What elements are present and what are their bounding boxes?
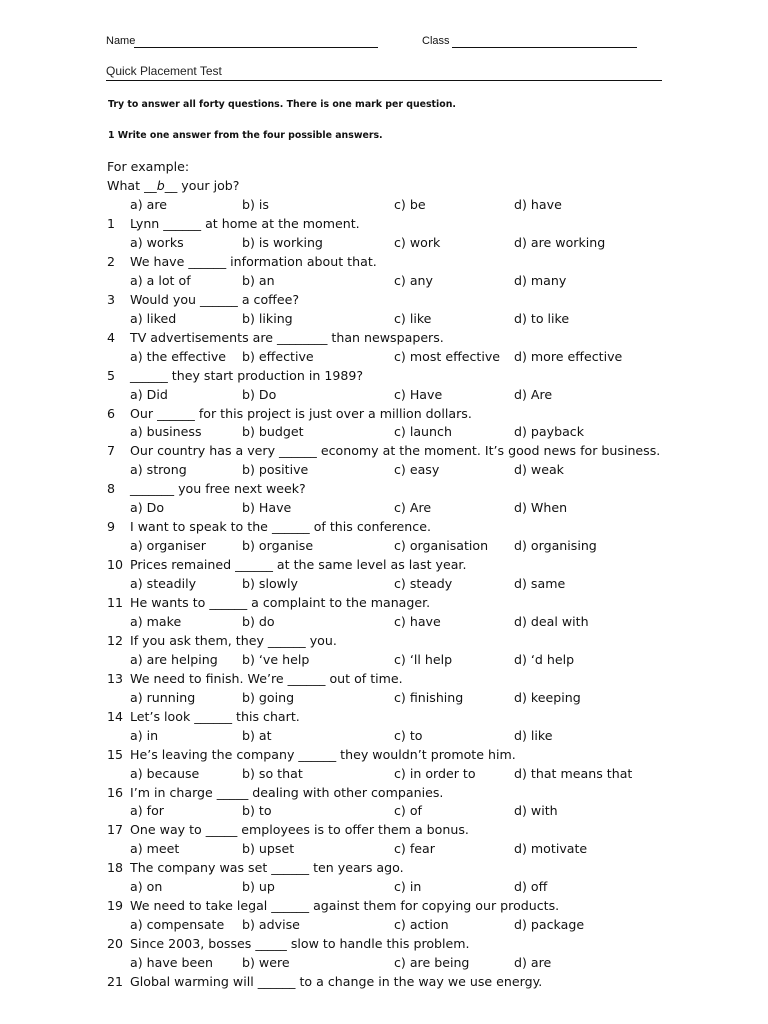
answer-options xyxy=(0,801,768,820)
question-row xyxy=(0,934,768,953)
answer-option-d[interactable]: d) with xyxy=(514,803,558,819)
answer-options xyxy=(0,498,768,517)
answer-option-a[interactable]: a) steadily xyxy=(130,576,197,591)
question-text: Our country has a very ______ economy at the moment. It’s good news for business. xyxy=(130,443,661,459)
answer-option-b[interactable]: b) is working xyxy=(242,234,323,250)
question-text: Lynn ______ at home at the moment. xyxy=(130,216,360,231)
answer-option-c[interactable]: c) work xyxy=(394,234,441,250)
answer-option-d[interactable]: d) organising xyxy=(514,538,597,554)
answer-option-b[interactable]: b) ‘ve help xyxy=(242,651,310,667)
example-option-c[interactable]: c) be xyxy=(394,197,426,212)
question-text: If you ask them, they ______ you. xyxy=(130,632,337,648)
answer-option-c[interactable]: c) to xyxy=(394,727,423,743)
class-field[interactable] xyxy=(452,47,637,48)
header-fields xyxy=(106,35,666,49)
answer-option-c[interactable]: c) action xyxy=(394,917,449,933)
answer-options xyxy=(0,460,768,479)
answer-option-c[interactable]: c) steady xyxy=(394,576,453,591)
question-row xyxy=(0,593,768,612)
answer-option-c[interactable]: c) organisation xyxy=(394,538,489,554)
question-row xyxy=(0,896,768,915)
answer-option-d[interactable]: d) weak xyxy=(514,462,564,478)
question-row xyxy=(0,555,768,574)
answer-option-a[interactable]: a) compensate xyxy=(130,917,225,933)
answer-option-a[interactable]: a) on xyxy=(130,879,163,895)
question-row xyxy=(0,214,768,233)
question-number: 2 xyxy=(107,253,116,269)
answer-option-d[interactable]: d) many xyxy=(514,272,567,288)
answer-options xyxy=(0,271,768,290)
question-row xyxy=(0,252,768,271)
question-number: 10 xyxy=(107,557,124,573)
example-stem-before: What __ xyxy=(107,178,157,193)
question-text: I want to speak to the ______ of this conference. xyxy=(130,519,431,535)
answer-option-c[interactable]: c) any xyxy=(394,272,433,288)
title-divider xyxy=(106,80,662,81)
answer-option-a[interactable]: a) organiser xyxy=(130,538,206,554)
answer-option-c[interactable]: c) are being xyxy=(394,955,470,970)
question-row xyxy=(0,972,768,991)
example-option-b[interactable]: b) is xyxy=(242,197,269,212)
question-text: We have ______ information about that. xyxy=(130,253,377,269)
answer-option-a[interactable]: a) because xyxy=(130,765,200,781)
question-text: One way to _____ employees is to offer them a bonus. xyxy=(130,822,469,838)
question-number: 4 xyxy=(107,329,116,345)
answer-option-d[interactable]: d) ‘d help xyxy=(514,651,575,667)
answer-options xyxy=(0,650,768,669)
question-number: 18 xyxy=(107,860,124,876)
answer-option-a[interactable]: a) business xyxy=(130,424,202,440)
example-answer: b xyxy=(156,178,165,193)
question-text: Since 2003, bosses _____ slow to handle this problem. xyxy=(130,936,470,952)
question-number: 1 xyxy=(107,216,116,231)
answer-option-d[interactable]: d) payback xyxy=(514,424,585,440)
answer-option-a[interactable]: a) meet xyxy=(130,841,180,857)
question-number: 5 xyxy=(107,367,116,383)
example-stem-line xyxy=(0,176,768,195)
answer-option-b[interactable]: b) organise xyxy=(242,538,314,554)
answer-options xyxy=(0,309,768,328)
answer-option-a[interactable]: a) Do xyxy=(130,500,165,516)
question-number: 15 xyxy=(107,746,124,762)
answer-option-b[interactable]: b) up xyxy=(242,879,275,895)
example-stem xyxy=(107,176,240,195)
answer-option-b[interactable]: b) so that xyxy=(242,765,303,781)
question-number: 11 xyxy=(107,595,124,610)
answer-options xyxy=(0,536,768,555)
example-intro-line xyxy=(0,157,768,176)
answer-options xyxy=(0,612,768,631)
answer-option-d[interactable]: d) package xyxy=(514,917,585,933)
example-stem-after: __ your job? xyxy=(164,178,240,193)
question-text: He wants to ______ a complaint to the manager. xyxy=(130,595,431,610)
answer-options xyxy=(0,839,768,858)
answer-option-d[interactable]: d) keeping xyxy=(514,689,581,705)
answer-option-a[interactable]: a) make xyxy=(130,614,182,629)
question-number: 16 xyxy=(107,784,124,800)
answer-option-c[interactable]: c) in order to xyxy=(394,765,476,781)
question-text: ______ they start production in 1989? xyxy=(130,367,364,383)
question-row xyxy=(0,479,768,498)
question-row xyxy=(0,631,768,650)
question-text: Our ______ for this project is just over a million dollars. xyxy=(130,405,472,421)
answer-options xyxy=(0,915,768,934)
answer-option-b[interactable]: b) an xyxy=(242,272,275,288)
answer-options xyxy=(0,688,768,707)
answer-option-b[interactable]: b) Have xyxy=(242,500,292,516)
answer-option-c[interactable]: c) like xyxy=(394,310,432,326)
question-text: The company was set ______ ten years ago. xyxy=(130,860,404,876)
question-number: 13 xyxy=(107,670,124,686)
answer-option-a[interactable]: a) liked xyxy=(130,310,177,326)
question-row xyxy=(0,404,768,423)
question-text: We need to finish. We’re ______ out of time. xyxy=(130,670,403,686)
answer-option-d[interactable]: d) are working xyxy=(514,234,606,250)
answer-option-d[interactable]: d) deal with xyxy=(514,614,589,629)
answer-options xyxy=(0,422,768,441)
question-text: _______ you free next week? xyxy=(130,481,306,497)
instruction-section-1: 1 Write one answer from the four possible answers. xyxy=(108,130,383,141)
example-intro: For example: xyxy=(107,159,190,174)
answer-option-a[interactable]: a) in xyxy=(130,727,159,743)
question-row xyxy=(0,441,768,460)
answer-option-c[interactable]: c) finishing xyxy=(394,689,464,705)
answer-option-b[interactable]: b) effective xyxy=(242,348,314,364)
answer-option-c[interactable]: c) Have xyxy=(394,386,443,402)
answer-option-d[interactable]: d) same xyxy=(514,576,566,591)
answer-option-c[interactable]: c) ‘ll help xyxy=(394,651,453,667)
answer-option-d[interactable]: d) that means that xyxy=(514,765,633,781)
question-row xyxy=(0,745,768,764)
answer-option-d[interactable]: d) motivate xyxy=(514,841,588,857)
answer-option-b[interactable]: b) upset xyxy=(242,841,295,857)
answer-option-d[interactable]: d) off xyxy=(514,879,548,895)
answer-option-a[interactable]: a) strong xyxy=(130,462,187,478)
question-number: 9 xyxy=(107,519,116,535)
question-row xyxy=(0,669,768,688)
answer-options xyxy=(0,764,768,783)
answer-option-c[interactable]: c) fear xyxy=(394,841,435,857)
name-field[interactable] xyxy=(134,47,378,48)
question-number: 17 xyxy=(107,822,124,838)
answer-option-a[interactable]: a) running xyxy=(130,689,196,705)
answer-option-a[interactable]: a) are helping xyxy=(130,651,218,667)
question-text: Global warming will ______ to a change in the way we use energy. xyxy=(130,974,543,989)
answer-option-b[interactable]: b) were xyxy=(242,955,290,970)
question-text: TV advertisements are ________ than newspapers. xyxy=(130,329,444,345)
answer-option-c[interactable]: c) most effective xyxy=(394,348,501,364)
answer-option-b[interactable]: b) Do xyxy=(242,386,277,402)
answer-option-a[interactable]: a) have been xyxy=(130,955,214,970)
question-row xyxy=(0,820,768,839)
answer-option-c[interactable]: c) of xyxy=(394,803,422,819)
question-row xyxy=(0,366,768,385)
name-label: Name xyxy=(106,35,136,47)
answer-option-d[interactable]: d) to like xyxy=(514,310,570,326)
question-number: 6 xyxy=(107,405,116,421)
question-number: 7 xyxy=(107,443,116,459)
answer-option-c[interactable]: c) easy xyxy=(394,462,440,478)
question-text: Let’s look ______ this chart. xyxy=(130,708,300,724)
answer-option-c[interactable]: c) have xyxy=(394,614,441,629)
question-number: 8 xyxy=(107,481,116,497)
answer-options xyxy=(0,347,768,366)
answer-option-b[interactable]: b) at xyxy=(242,727,272,743)
example-options xyxy=(0,195,768,214)
question-number: 20 xyxy=(107,936,124,952)
question-number: 21 xyxy=(107,974,124,989)
answer-option-d[interactable]: d) like xyxy=(514,727,553,743)
answer-option-c[interactable]: c) in xyxy=(394,879,422,895)
example-option-a[interactable]: a) are xyxy=(130,197,168,212)
example-option-d[interactable]: d) have xyxy=(514,197,562,212)
answer-option-b[interactable]: b) to xyxy=(242,803,272,819)
page-title: Quick Placement Test xyxy=(106,64,222,78)
question-number: 14 xyxy=(107,708,124,724)
answer-option-a[interactable]: a) for xyxy=(130,803,164,819)
answer-options xyxy=(0,233,768,252)
answer-options xyxy=(0,877,768,896)
answer-option-a[interactable]: a) works xyxy=(130,234,184,250)
question-text: I’m in charge _____ dealing with other companies. xyxy=(130,784,444,800)
answer-option-d[interactable]: d) Are xyxy=(514,386,553,402)
question-text: He’s leaving the company ______ they wouldn’t promote him. xyxy=(130,746,516,762)
question-number: 3 xyxy=(107,291,116,307)
answer-option-d[interactable]: d) are xyxy=(514,955,552,970)
answer-option-b[interactable]: b) positive xyxy=(242,462,309,478)
answer-option-a[interactable]: a) a lot of xyxy=(130,272,191,288)
answer-option-b[interactable]: b) do xyxy=(242,614,275,629)
answer-option-a[interactable]: a) the effective xyxy=(130,348,227,364)
question-text: Prices remained ______ at the same level as last year. xyxy=(130,557,467,573)
answer-option-d[interactable]: d) When xyxy=(514,500,568,516)
answer-option-a[interactable]: a) Did xyxy=(130,386,168,402)
question-row xyxy=(0,517,768,536)
answer-option-d[interactable]: d) more effective xyxy=(514,348,623,364)
question-number: 19 xyxy=(107,898,124,914)
question-number: 12 xyxy=(107,632,124,648)
question-row xyxy=(0,328,768,347)
answer-option-b[interactable]: b) advise xyxy=(242,917,300,933)
answer-options xyxy=(0,726,768,745)
answer-options xyxy=(0,953,768,972)
question-row xyxy=(0,783,768,802)
question-text: We need to take legal ______ against them for copying our products. xyxy=(130,898,560,914)
question-text: Would you ______ a coffee? xyxy=(130,291,300,307)
answer-options xyxy=(0,574,768,593)
answer-option-b[interactable]: b) slowly xyxy=(242,576,298,591)
class-label: Class xyxy=(422,35,450,47)
question-row xyxy=(0,858,768,877)
answer-option-c[interactable]: c) Are xyxy=(394,500,432,516)
question-row xyxy=(0,707,768,726)
answer-option-b[interactable]: b) liking xyxy=(242,310,293,326)
instruction-general: Try to answer all forty questions. There is one mark per question. xyxy=(108,99,456,110)
answer-option-c[interactable]: c) launch xyxy=(394,424,452,440)
answer-option-b[interactable]: b) going xyxy=(242,689,295,705)
answer-options xyxy=(0,385,768,404)
answer-option-b[interactable]: b) budget xyxy=(242,424,304,440)
question-row xyxy=(0,290,768,309)
